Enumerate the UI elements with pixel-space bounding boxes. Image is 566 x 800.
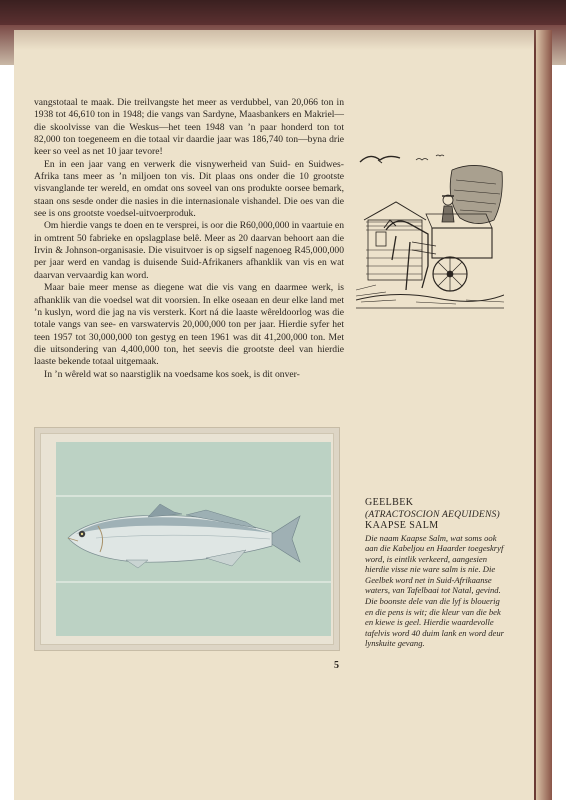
caption-common-name: KAAPSE SALM (365, 520, 439, 531)
cart-illustration (356, 150, 504, 310)
fish-photo (56, 442, 331, 636)
page-top-shade (14, 30, 544, 50)
paragraph-3: Om hierdie vangs te doen en te versprei, is oor die R60,000,000 in vaartuie en in omtrent 50 fabrieke en opslagplase belê. Meer as 20 daarvan behoort aan die Irvin & Johnson-organisasie. Die visuitvoer is op sigself nagenoeg R45,000,000 per jaar werd en vandag is duisende Suid-Afrikaners afhanklik van vis en wat daarvan vervaardig kan word. (34, 220, 344, 281)
paragraph-5: In ’n wêreld wat so naarstiglik na voedsame kos soek, is dit onver- (44, 368, 300, 380)
paragraph-4: Maar baie meer mense as diegene wat die vis vang en daarmee werk, is afhanklik van die voedsel wat dit voorsien. In elke oseaan en deur elke land met ’n kuslyn, word die jag na vis versterk. Kort ná die laaste wêreldoorlog was die totale vangs van see- en varswatervis 20,000,000 ton per jaar. Hierdie syfer het teen 1957 tot 30,000,000 ton gestyg en teen 1961 was dit 41,200,000 ton. Met die uitsondering van 4,400,000 ton, het seevis die grootste deel van hierdie laaste bekende totaal uitgemaak. (34, 282, 344, 368)
paragraph-2: En in een jaar vang en verwerk die visnywerheid van Suid- en Suidwes-Afrika tans meer as ’n miljoen ton vis. Dit plaas ons onder die 10 grootste visvanglande ter wereld, en omdat ons soveel van ons produkte oorsee bemark, staan ons sesde onder die nasies in die internasionale vishandel. Die oes van die see is ons grootste voedsel-uitvoerproduk. (34, 158, 344, 220)
paragraph-1: vangstotaal te maak. Die treilvangste het meer as verdubbel, van 20,066 ton in 1938 tot 46,610 ton in 1948; die vangs van Sardyne, Maasbankers en Makriel—die skoolvisse van die Weskus—het teen 1948 van ’n paar honderd ton tot 82,000 ton toegeneem en die totaal vir daardie jaar was 186,740 ton—byna drie keer so veel as net 10 jaar tevore! (34, 97, 344, 158)
page-right-edge (536, 30, 552, 800)
photo-caption (365, 497, 507, 649)
body-text (34, 97, 344, 381)
page-number: 5 (334, 660, 339, 671)
caption-scientific-name: (ATRACTOSCION AEQUIDENS) (365, 508, 500, 520)
caption-title: GEELBEK (365, 497, 414, 508)
caption-text: Die naam Kaapse Salm, wat soms ook aan die Kabeljou en Haarder toegeskryf word, is eintlik verkeerd, aangesien hierdie visse nie ware salm is nie. Die Geelbek word net in Suid-Afrikaanse waters, van Tafelbaai tot Natal, gevind. Die boonste dele van die lyf is blouerig en die pens is wit; die kleur van die bek en kiewe is geel. Hierdie waardevolle tafelvis word 40 duim lank en word deur lynskuite gevang. (365, 532, 505, 649)
